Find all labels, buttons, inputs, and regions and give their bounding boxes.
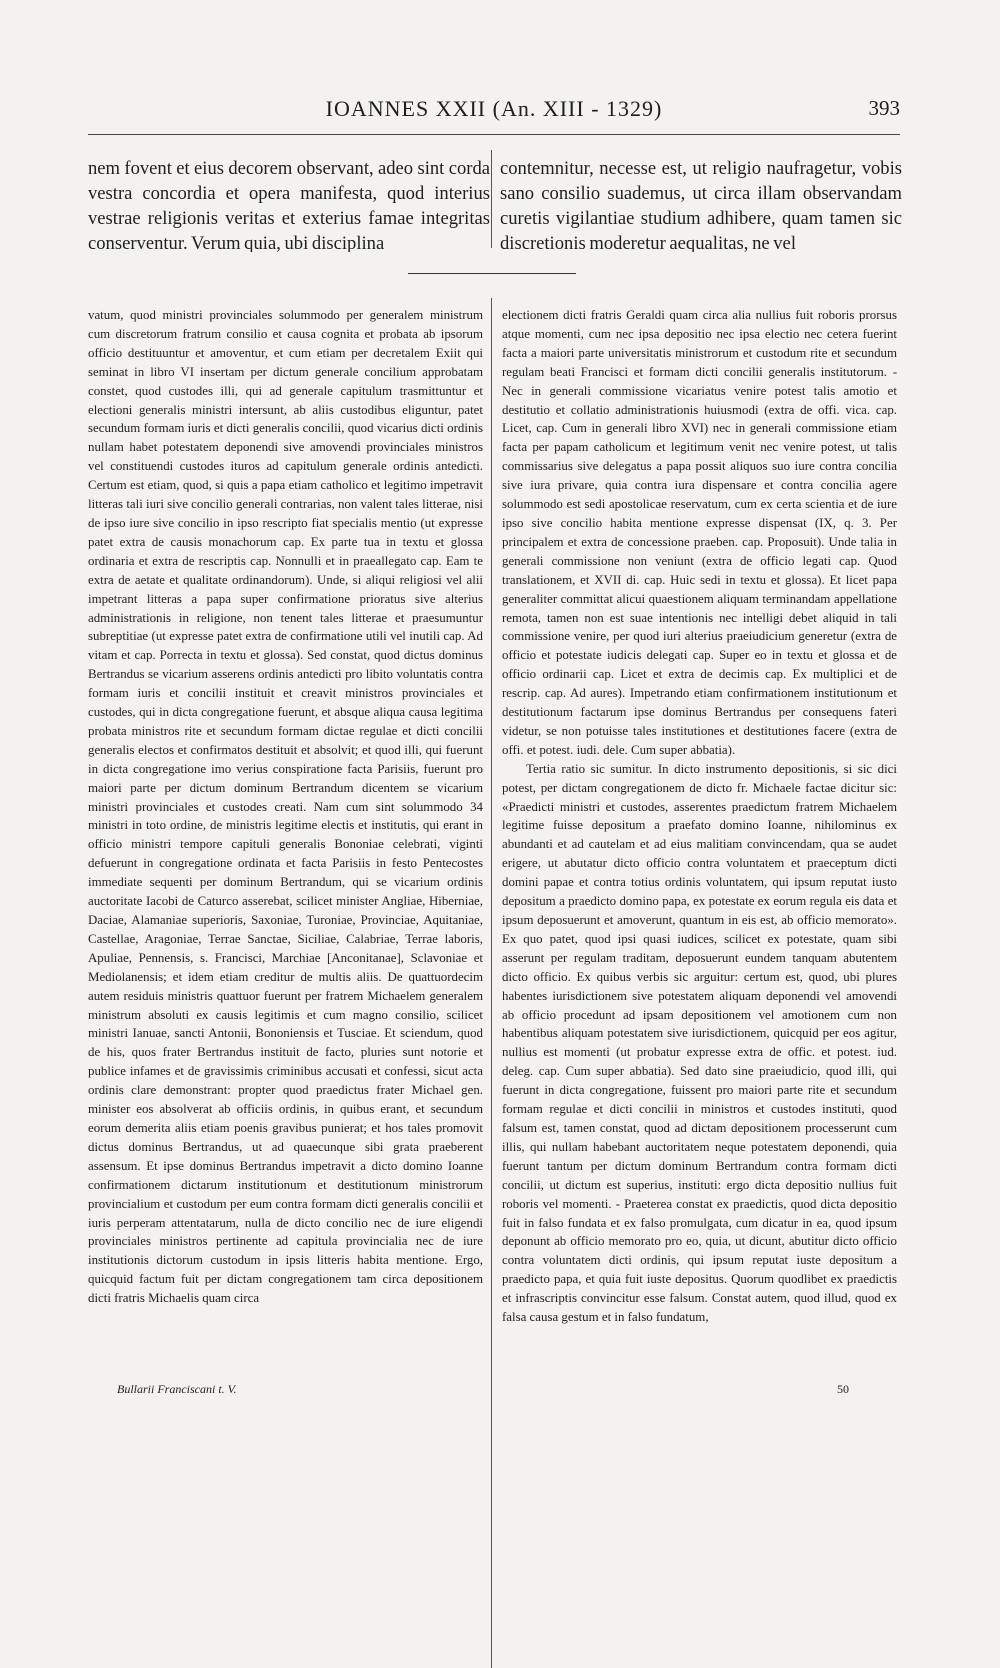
right-paragraph-1: electionem dicti fratris Geraldi quam circa alia nullius fuit roboris prorsus atque momenti, cum nec ipsa depositio nec ipsa electio nec cetera fuerint facta a maiori parte universitatis ministrorum et custodum rite et secundum regulam beati Francisci et formam dicti concilii generalis institutorum. - Nec in generali commissione vicariatus venire potest talis amotio et destitutio et collatio administrationis huiusmodi (extra de offi. vica. cap. Licet, cap. Cum in generali libro XVI) nec in generali commissione etiam facta per papam catholicum et legitimum venit nec venire potest, ut talis commissarius sive delegatus a papa possit aliquos suo iure contra concilia sive iura privare, quia contra iura dispensare et contra concilia agere solummodo est sedi apostolicae reservatum, cum ex certa scientia et de iure ipso sive concilio habita mentione expresse dispensat (IX, q. 3. Per principalem et extra de concessione praeben. cap. Proposuit). Unde talia in generali commissione non veniunt (extra de officio legati cap. Quod translationem, et XVII di. cap. Huic sedi in textu et glossa). Et licet papa generaliter committat alicui quaestionem aliquam terminandam appellatione remota, tamen non est suae intentionis nec intelligi debet aliquid in tali commissione venire, per quod iuri alterius praeiudicium generetur (extra de officio et potestate iudicis delegati cap. Super eo in textu et glossa et de officio ordinarii cap. Licet et extra de decimis cap. Ex multiplici et de rescrip. cap. Ad aures). Impetrando etiam confirmationem institutionum et destitutionum factarum ipse dominus Bertrandus per consequens fateri videtur, se non potuisse tales institutiones et destitutiones facere (extra de offi. et potest. iudi. dele. Cum super abbatia). — [502, 308, 897, 757]
header-rule — [88, 134, 900, 135]
footer-source: Bullarii Franciscani t. V. — [117, 1382, 237, 1396]
left-column-text: vatum, quod ministri provinciales solummodo per generalem ministrum cum discretorum fratrum consilio et causa cognita et probata ab ipsorum officio destituuntur et amoventur, et cum etiam per decretalem Exiit qui seminat in libro VI insertam per dictum generale concilium approbatam constet, quod custodes illi, qui ad generale capitulum trasmittuntur et electioni generalis ministri intersunt, ab aliis custodibus eliguntur, patet secundum formam iuris et dicti generalis concilii, quod vicarius dicti ordinis nullam habet potestatem deponendi sive amovendi provinciales ministros vel constituendi custodes ituros ad capitulum generale ordinis antedicti. Certum est etiam, quod, si quis a papa etiam catholico et legitimo impetravit litteras tali iuri sive concilio generali contrarias, non valent tales litterae, nisi de ipso iure sive concilio in ipso rescripto fiat specialis mentio (ut expresse patet extra de causis monachorum cap. Ex parte tua in textu et glossa ordinaria et extra de rescriptis cap. Nonnulli et in praeallegato cap. Eam te extra de aetate et qualitate ordinandorum). Unde, si aliqui religiosi vel alii impetrant litteras a papa super confirmatione prioratus sive alterius administrationis in religione, non tenent tales litterae et praesumuntur subreptitiae (ut expresse patet extra de confirmatione utili vel inutili cap. Ad vitam et cap. Porrecta in textu et glossa). Sed constat, quod dictus dominus Bertrandus se vicarium asserens ordinis antedicti pro libito voluntatis contra formam iuris et concilii instituit et creavit ministros provinciales et custodes, qui in dicta congregatione fuerunt, et absque aliqua causa legitima probata ministros rite et secundum formam dictae regulae et dicti concilii generalis electos et confirmatos destituit et absolvit; et quod illi, qui fuerunt in dicta congregatione imo verius conspiratione facta Parisiis, fuerunt pro maiori parte per dictum dominum Bertrandum dicentem se vicarium ministri provinciales et custodes creati. Nam cum sint solummodo 34 ministri in toto ordine, de ministris legitime electis et institutis, qui erant in officio ministri tempore capituli generalis Bononiae celebrati, viginti defuerunt in congregatione ordinata et facta Parisiis in festo Pentecostes immediate sequenti per dominum Bertrandum, qui se vicarium ordinis auctoritate Iacobi de Caturco asserebat, scilicet minister Angliae, Hiberniae, Daciae, Alamaniae superioris, Saxoniae, Turoniae, Provinciae, Aquitaniae, Castellae, Aragoniae, Terrae Sanctae, Siciliae, Calabriae, Terrae laboris, Apuliae, Pennensis, s. Francisci, Marchiae [Anconitanae], Sclavoniae et Mediolanensis; et idem etiam creditur de multis aliis. De quattuordecim autem residuis ministris quattuor fuerunt per fratrem Michaelem generalem ministrum absoluti ex causis legitimis et cum magno consilio, scilicet ministri Ianuae, sancti Antonii, Bononiensis et Tusciae. Et sciendum, quod de his, quos frater Bertrandus instituit de facto, pluries sunt notorie et publice infames et de gravissimis criminibus accusati et confessi, sicut acta ordinis clare demonstrant: propter quod praedictus frater Michael gen. minister eos absolverat ab officiis ordinis, in quibus erant, et secundum eorum demerita aliis etiam poenis gravibus punierat; et hos tales promovit dictus dominus Bertrandus, ut ad quaecunque sibi grata praeberent assensum. Et ipse dominus Bertrandus impetravit a dicto domino Ioanne confirmationem dictarum institutionum et destitutionum ministrorum provincialium et custodum per eum contra formam dicti generalis concilii et iuris perperam attentatarum, nulla de dicto concilio nec de iure eligendi provinciales ministros pertinente ad capitula provincialia nec de iure institutionis dictorum custodum in ipsis litteris habita mentione. Ergo, quicquid factum fuit per dictam congregationem tam circa depositionem dicti fratris Michaelis quam circa — [88, 308, 483, 1306]
upper-text-right: contemnitur, necesse est, ut religio naufragetur, vobis sano consilio suademus, ut circa illam observandam curetis vigilantiae studium adhibere, quam tamen sic discretionis moderetur aequalitas, ne vel — [500, 158, 902, 252]
section-rule — [408, 273, 576, 274]
right-column — [502, 306, 897, 1668]
upper-text-left: nem fovent et eius decorem observant, adeo sint corda vestra concordia et opera manifesta, quod interius vestrae religionis veritas et exterius famae integritas conserventur. Verum quia, ubi disciplina — [88, 158, 490, 252]
right-paragraph-2: Tertia ratio sic sumitur. In dicto instrumento depositionis, si sic dici potest, per dictam congregationem de dicto fr. Michaele factae dicitur sic: «Praedicti ministri et custodes, asserentes praedictum fratrem Michaelem legitime fuisse depositum a praefato domino Ioanne, nihilominus ex abundanti et ad cautelam et ad eius malitiam convincendam, qua se audet erigere, ut abutatur dicto officio contra voluntatem et praeceptum dicti domini papae et contra totius ordinis voluntatem, qui ipsum reputat iusto depositum a praedicto domino papa, ex potestate ex eorum regula eis data et ipsum deposuerunt et amoverunt, quantum in eis est, ab officio memorato». Ex quo patet, quod ipsi quasi iudices, scilicet ex potestate, quam sibi asserunt per regulam traditam, deposuerunt eundem tanquam abutentem dicto officio. Ex quibus verbis sic arguitur: certum est, quod, ubi plures habentes iurisdictionem sive potestatem aliquam deponendi vel amovendi ab officio procedunt ad ipsam depositionem vel amotionem cum non habentibus aliquam potestatem sive iurisdictionem, quicquid per eos agitur, nullius est momenti (ut probatur expresse extra de offic. et potest. iud. deleg. cap. Cum super abbatia). Sed dato sine praeiudicio, quod illi, qui fuerunt in dicta congregatione, fuissent pro maiori parte rite et secundum formam regulae et dicti concilii in ministros et custodes instituti, quod falsum est, tamen constat, quod ad dictam depositionem processerunt cum illis, qui nullam habebant auctoritatem neque potestatem deponendi, quia fuerunt tantum per dictum dominum Bertrandum contra formam dicti concilii, ut dictum est superius, instituti: ergo dicta depositio nullius fuit roboris vel momenti. - Praeterea constat ex praedictis, quod dicta depositio fuit in falso fundata et ex falso promulgata, cum dicatur in ea, quod ipsum deponunt ab officio memorato pro eo, quia, ut dicunt, abutitur dicto officio contra voluntatem dicti ordinis, qui ipsum reputat iuste depositum a praedicto papa, et quia fuit iuste depositus. Quorum quodlibet ex praedictis et infrascriptis convincitur esse falsum. Constat autem, quod illud, quod ex falsa causa gestum et in falso fundatum, — [502, 761, 897, 1325]
left-column — [88, 306, 483, 1668]
page-header — [88, 96, 900, 132]
running-title: IOANNES XXII (An. XIII - 1329) — [325, 96, 663, 121]
page-number: 393 — [868, 96, 900, 120]
column-divider — [491, 298, 492, 1668]
footer-signature: 50 — [837, 1382, 849, 1396]
upper-column-divider — [491, 150, 492, 248]
